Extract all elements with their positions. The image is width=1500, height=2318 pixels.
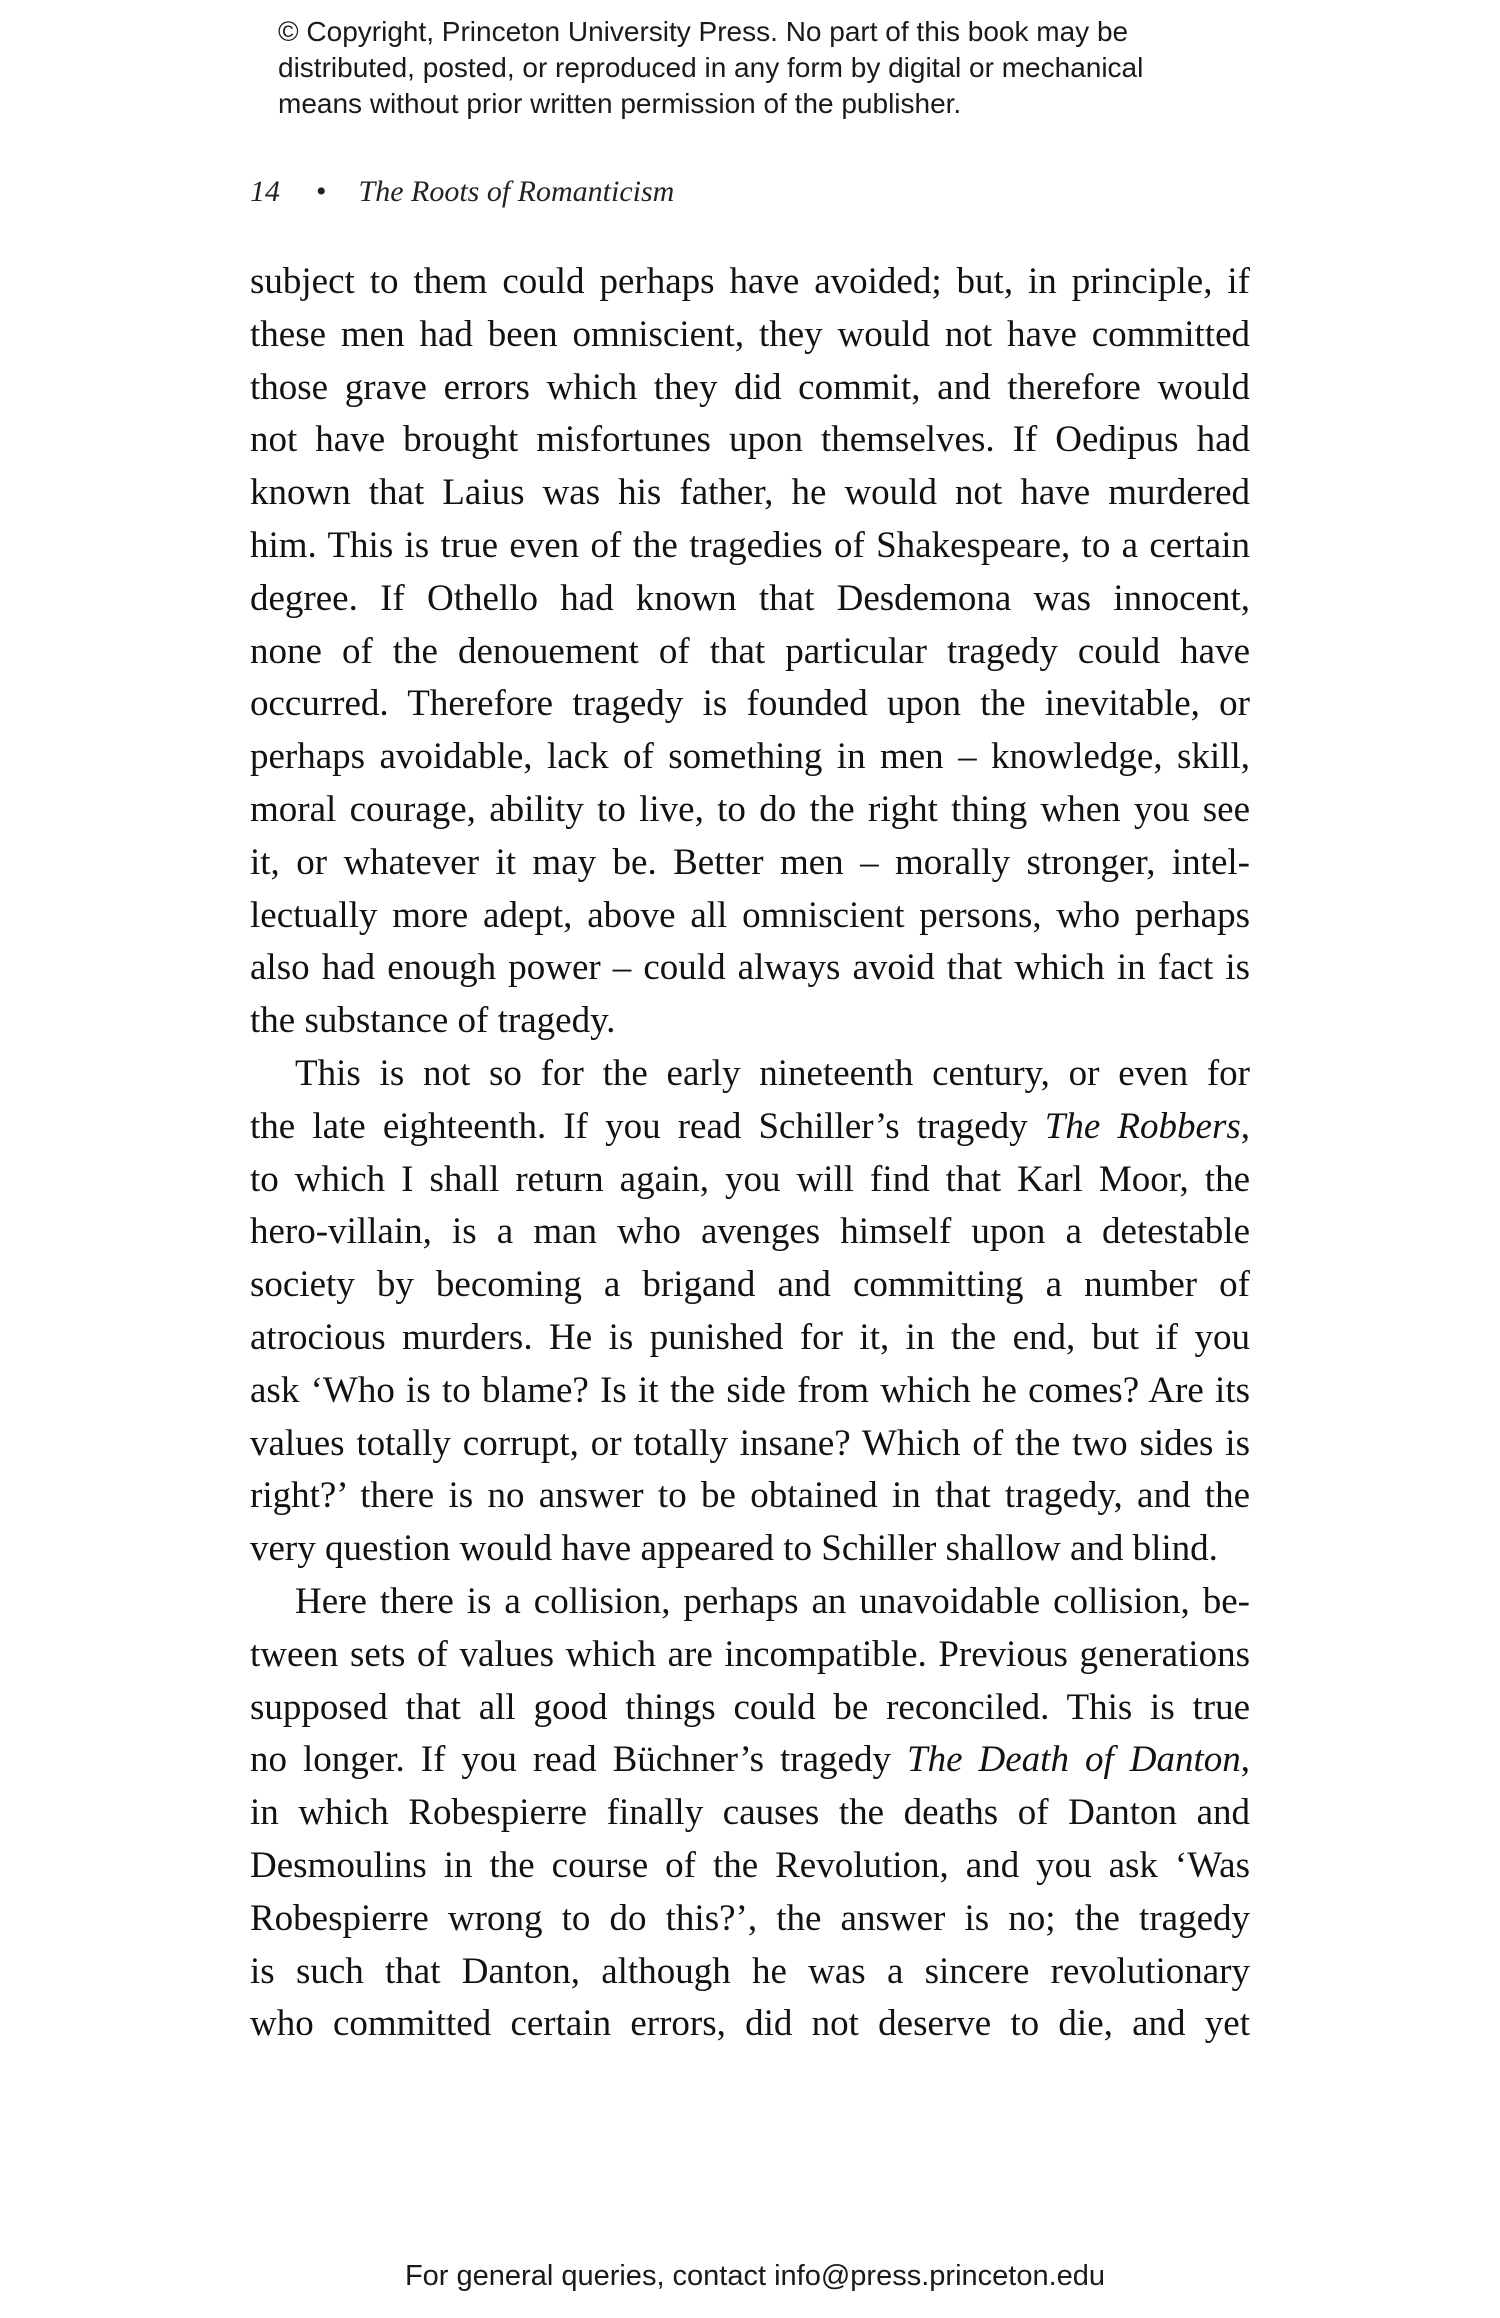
text-line: perhaps avoidable, lack of something in men – knowledge, skill, [250, 736, 1250, 778]
text-line: the substance of tragedy. [250, 1000, 616, 1042]
text-line [250, 1734, 1250, 1787]
text-line: Robespierre wrong to do this?’, the answer is no; the tragedy [250, 1897, 1250, 1939]
text-line: not have brought misfortunes upon themselves. If Oedipus had [250, 419, 1250, 461]
footer-contact: For general queries, contact info@press.princeton.edu [404, 2260, 1106, 2292]
text-line: to which I shall return again, you will find that Karl Moor, the [250, 1158, 1250, 1200]
text-segment: no longer. If you read Büchner’s tragedy [250, 1739, 907, 1781]
copyright-line: © Copyright, Princeton University Press. No part of this book may be [278, 16, 1129, 47]
separator-bullet: • [316, 175, 327, 208]
text-segment: , [1240, 1105, 1250, 1147]
text-line: society by becoming a brigand and committing a number of [250, 1264, 1250, 1306]
text-line: lectually more adept, above all omniscient persons, who perhaps [250, 894, 1250, 936]
text-line: is such that Danton, although he was a sincere revolutionary [250, 1950, 1250, 1992]
text-segment: the late eighteenth. If you read Schiller’s tragedy [250, 1105, 1045, 1147]
text-line: in which Robespierre finally causes the deaths of Danton and [250, 1792, 1250, 1834]
text-line [250, 1101, 1250, 1154]
text-line: values totally corrupt, or totally insane? Which of the two sides is [250, 1422, 1250, 1464]
text-line: also had enough power – could always avoid that which in fact is [250, 947, 1250, 989]
copyright-line: means without prior written permission of the publisher. [278, 88, 962, 119]
text-line: those grave errors which they did commit, and therefore would [250, 366, 1250, 408]
text-line: very question would have appeared to Schiller shallow and blind. [250, 1528, 1218, 1570]
text-line: Desmoulins in the course of the Revolution, and you ask ‘Was [250, 1844, 1250, 1886]
text-line: moral courage, ability to live, to do the right thing when you see [250, 788, 1250, 830]
text-line: him. This is true even of the tragedies of Shakespeare, to a certain [250, 524, 1250, 566]
text-line: right?’ there is no answer to be obtained in that tragedy, and the [250, 1475, 1250, 1517]
text-line: degree. If Othello had known that Desdemona was innocent, [250, 577, 1250, 619]
text-line: these men had been omniscient, they would not have committed [250, 313, 1250, 355]
italic-title: The Robbers [1044, 1105, 1241, 1147]
text-line: it, or whatever it may be. Better men – morally stronger, intel- [250, 841, 1250, 883]
text-line: tween sets of values which are incompatible. Previous generations [250, 1633, 1250, 1675]
italic-title: The Death of Danton [907, 1739, 1241, 1781]
text-line: This is not so for the early nineteenth century, or even for [295, 1052, 1250, 1094]
text-line: hero-villain, is a man who avenges himself upon a detestable [250, 1211, 1250, 1253]
running-head [250, 172, 674, 212]
text-line: Here there is a collision, perhaps an unavoidable collision, be- [295, 1580, 1250, 1622]
copyright-notice [278, 14, 1278, 122]
copyright-line: distributed, posted, or reproduced in any form by digital or mechanical [278, 52, 1144, 83]
book-title: The Roots of Romanticism [358, 175, 675, 208]
body-text [250, 256, 1250, 2051]
text-line: supposed that all good things could be reconciled. This is true [250, 1686, 1250, 1728]
text-line: occurred. Therefore tragedy is founded upon the inevitable, or [250, 683, 1250, 725]
text-line: atrocious murders. He is punished for it, in the end, but if you [250, 1316, 1250, 1358]
text-line: known that Laius was his father, he would not have murdered [250, 472, 1250, 514]
text-segment: , [1240, 1739, 1250, 1781]
text-line: subject to them could perhaps have avoided; but, in principle, if [250, 261, 1250, 302]
text-line: none of the denouement of that particular tragedy could have [250, 630, 1250, 672]
page-number: 14 [250, 175, 280, 208]
text-line: who committed certain errors, did not deserve to die, and yet [250, 2003, 1250, 2045]
text-line: ask ‘Who is to blame? Is it the side from which he comes? Are its [250, 1369, 1250, 1411]
